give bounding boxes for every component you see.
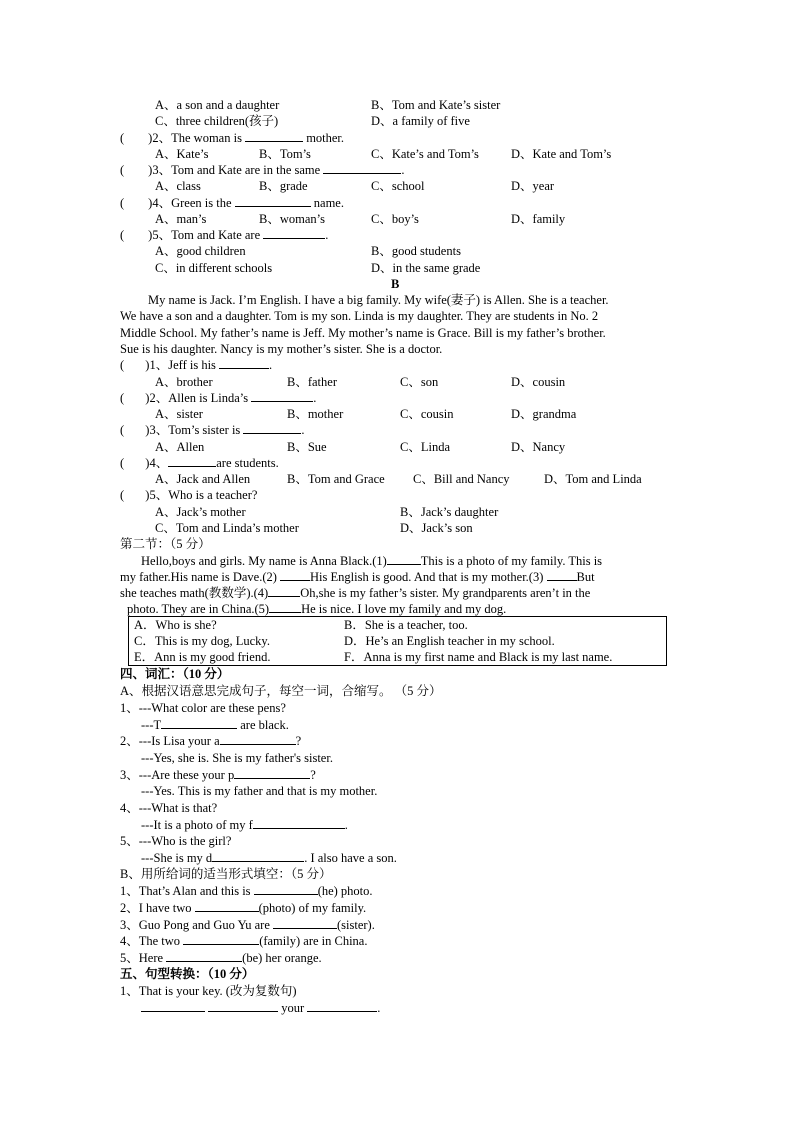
fill-question: 4、The two (family) are in China. bbox=[120, 934, 368, 948]
option-c: C、three children(孩子) bbox=[155, 114, 279, 128]
vocab-answer: ---Yes. This is my father and that is my mother. bbox=[141, 784, 378, 798]
vocab-question: 4、---What is that? bbox=[120, 801, 218, 815]
passage-line: We have a son and a daughter. Tom is my son. Linda is my daughter. They are students in No. 2 bbox=[120, 309, 599, 323]
cloze-line: photo. They are in China.(5) He is nice. I love my family and my dog. bbox=[127, 602, 507, 616]
sub-heading: B、用所给词的适当形式填空：（5 分） bbox=[120, 867, 332, 881]
section-heading: B bbox=[391, 277, 400, 291]
cloze-blank-3[interactable] bbox=[547, 569, 577, 581]
answer-blank[interactable] bbox=[307, 1000, 377, 1012]
vocab-question: 1、---What color are these pens? bbox=[120, 701, 286, 715]
answer-blank[interactable] bbox=[235, 195, 311, 207]
answer-blank[interactable] bbox=[245, 130, 303, 142]
question-b3: ( )3、Tom’s sister is . bbox=[120, 423, 305, 437]
cloze-line: my father.His name is Dave.(2) His English is good. And that is my mother.(3) But bbox=[120, 570, 595, 584]
option-e: E．Ann is my good friend. bbox=[134, 650, 271, 664]
passage-line: Middle School. My father’s name is Jeff. My mother’s name is Grace. Bill is my father’s brother. bbox=[120, 326, 606, 340]
section-heading: 第二节：（5 分） bbox=[120, 537, 211, 551]
option-b: B、Sue bbox=[287, 440, 327, 454]
passage-line: My name is Jack. I’m English. I have a big family. My wife(妻子) is Allen. She is a teacher. bbox=[148, 293, 609, 307]
option-c: C、boy’s bbox=[371, 212, 419, 226]
sub-heading: A、根据汉语意思完成句子，每空一词，合缩写。 （5 分） bbox=[120, 684, 442, 698]
answer-blank[interactable] bbox=[243, 422, 301, 434]
option-a: A、brother bbox=[155, 375, 213, 389]
option-d: D、family bbox=[511, 212, 566, 226]
question-b1: ( )1、Jeff is his . bbox=[120, 358, 273, 372]
option-c: C、in different schools bbox=[155, 261, 273, 275]
option-c: C、Tom and Linda’s mother bbox=[155, 521, 299, 535]
option-a: A、a son and a daughter bbox=[155, 98, 280, 112]
answer-blank[interactable] bbox=[253, 817, 345, 829]
cloze-line: Hello,boys and girls. My name is Anna Black.(1) This is a photo of my family. This is bbox=[141, 554, 603, 568]
section-heading: 五、句型转换：（10 分） bbox=[120, 967, 255, 981]
option-a: A、class bbox=[155, 179, 201, 193]
answer-blank[interactable] bbox=[208, 1000, 278, 1012]
option-b: B、Tom’s bbox=[259, 147, 311, 161]
question-a4: ( )4、Green is the name. bbox=[120, 196, 344, 210]
question-b5: ( )5、Who is a teacher? bbox=[120, 488, 258, 502]
option-b: B、woman’s bbox=[259, 212, 325, 226]
option-a: A、sister bbox=[155, 407, 203, 421]
answer-blank[interactable] bbox=[273, 917, 337, 929]
option-b: B、Jack’s daughter bbox=[400, 505, 499, 519]
option-c: C、Kate’s and Tom’s bbox=[371, 147, 479, 161]
option-d: D、Nancy bbox=[511, 440, 566, 454]
answer-blank[interactable] bbox=[141, 1000, 205, 1012]
option-b: B、good students bbox=[371, 244, 461, 258]
question-b4: ( )4、 are students. bbox=[120, 456, 279, 470]
option-a: A、Jack’s mother bbox=[155, 505, 246, 519]
option-d: D．He’s an English teacher in my school. bbox=[344, 634, 555, 648]
answer-blank[interactable] bbox=[263, 227, 325, 239]
answer-blank[interactable] bbox=[166, 950, 242, 962]
option-c: C、son bbox=[400, 375, 439, 389]
option-a: A、Allen bbox=[155, 440, 205, 454]
vocab-answer: ---Yes, she is. She is my father's sister. bbox=[141, 751, 333, 765]
fill-question: 1、That’s Alan and this is (he) photo. bbox=[120, 884, 373, 898]
option-c: C、cousin bbox=[400, 407, 454, 421]
answer-blank[interactable] bbox=[219, 357, 269, 369]
answer-blank[interactable] bbox=[212, 850, 304, 862]
option-d: D、grandma bbox=[511, 407, 577, 421]
vocab-answer: ---She is my d . I also have a son. bbox=[141, 851, 397, 865]
option-d: D、cousin bbox=[511, 375, 566, 389]
section-heading: 四、词汇：（10 分） bbox=[120, 667, 230, 681]
option-f: F．Anna is my first name and Black is my last name. bbox=[344, 650, 613, 664]
question-a2: ( )2、The woman is mother. bbox=[120, 131, 345, 145]
option-a: A、Kate’s bbox=[155, 147, 209, 161]
option-a: A、Jack and Allen bbox=[155, 472, 251, 486]
option-b: B、mother bbox=[287, 407, 344, 421]
fill-question: 2、I have two (photo) of my family. bbox=[120, 901, 367, 915]
option-a: A、man’s bbox=[155, 212, 207, 226]
vocab-question: 5、---Who is the girl? bbox=[120, 834, 232, 848]
option-b: B、grade bbox=[259, 179, 308, 193]
answer-blank[interactable] bbox=[254, 883, 318, 895]
option-d: D、Kate and Tom’s bbox=[511, 147, 612, 161]
fill-question: 5、Here (be) her orange. bbox=[120, 951, 322, 965]
option-d: D、a family of five bbox=[371, 114, 470, 128]
answer-blank[interactable] bbox=[161, 717, 237, 729]
option-a: A．Who is she? bbox=[134, 618, 217, 632]
option-c: C、Linda bbox=[400, 440, 450, 454]
cloze-blank-2[interactable] bbox=[280, 569, 310, 581]
vocab-answer: ---It is a photo of my f . bbox=[141, 818, 348, 832]
cloze-blank-5[interactable] bbox=[269, 601, 301, 613]
vocab-question: 3、---Are these your p ? bbox=[120, 768, 316, 782]
option-d: D、Jack’s son bbox=[400, 521, 473, 535]
vocab-question: 2、---Is Lisa your a ? bbox=[120, 734, 302, 748]
cloze-line: she teaches math(教数学).(4) Oh,she is my father’s sister. My grandparents aren’t in the bbox=[120, 586, 591, 600]
fill-question: 3、Guo Pong and Guo Yu are (sister). bbox=[120, 918, 375, 932]
option-c: C．This is my dog, Lucky. bbox=[134, 634, 270, 648]
question-a5: ( )5、Tom and Kate are . bbox=[120, 228, 329, 242]
option-c: C、Bill and Nancy bbox=[413, 472, 510, 486]
transform-question: 1、That is your key. (改为复数句) bbox=[120, 984, 297, 998]
option-d: D、in the same grade bbox=[371, 261, 481, 275]
answer-blank[interactable] bbox=[195, 900, 259, 912]
vocab-answer: ---T are black. bbox=[141, 718, 289, 732]
option-c: C、school bbox=[371, 179, 425, 193]
option-d: D、Tom and Linda bbox=[544, 472, 642, 486]
answer-blank[interactable] bbox=[234, 767, 310, 779]
cloze-blank-1[interactable] bbox=[387, 553, 421, 565]
option-d: D、year bbox=[511, 179, 555, 193]
transform-answer: your . bbox=[141, 1000, 380, 1016]
option-b: B．She is a teacher, too. bbox=[344, 618, 468, 632]
question-b2: ( )2、Allen is Linda’s . bbox=[120, 391, 317, 405]
cloze-blank-4[interactable] bbox=[268, 585, 300, 597]
answer-blank[interactable] bbox=[183, 933, 259, 945]
option-a: A、good children bbox=[155, 244, 246, 258]
option-b: B、Tom and Kate’s sister bbox=[371, 98, 501, 112]
option-b: B、Tom and Grace bbox=[287, 472, 385, 486]
question-a3: ( )3、Tom and Kate are in the same . bbox=[120, 163, 405, 177]
passage-line: Sue is his daughter. Nancy is my mother’s sister. She is a doctor. bbox=[120, 342, 443, 356]
answer-blank[interactable] bbox=[251, 390, 313, 402]
answer-blank[interactable] bbox=[323, 162, 401, 174]
answer-blank[interactable] bbox=[220, 733, 296, 745]
option-b: B、father bbox=[287, 375, 337, 389]
answer-blank[interactable] bbox=[168, 455, 216, 467]
